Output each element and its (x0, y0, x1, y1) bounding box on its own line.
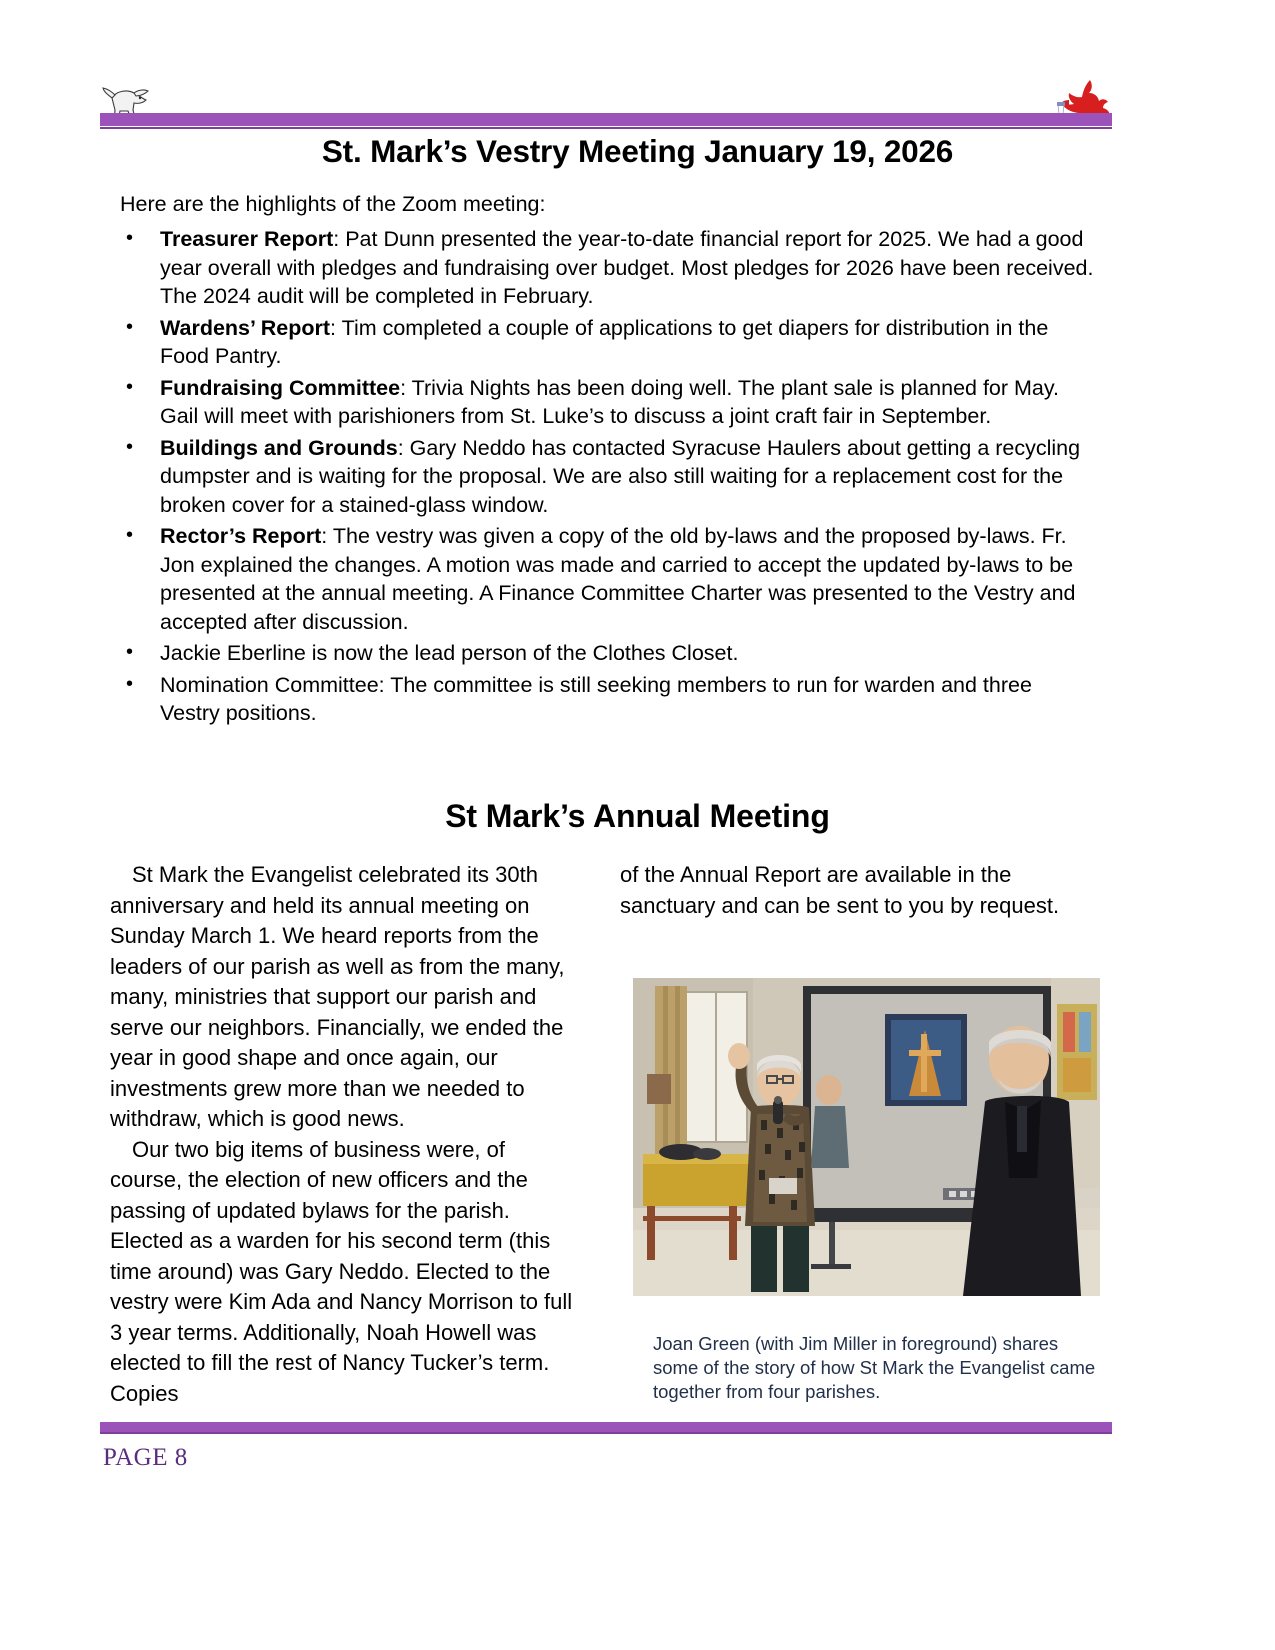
article-paragraph: Our two big items of business were, of course, the election of new officers and the passing of updated bylaws for the parish. Elected as a warden for his second term (this time around) was Gary Neddo. Elected to the vestry were Kim Ada and Nancy Morrison to full 3 year terms. Additionally, Noah Howell was elected to fill the rest of Nancy Tucker’s term. Copies (110, 1136, 573, 1406)
list-item-separator: : (330, 315, 342, 340)
list-item-label: Buildings and Grounds (160, 435, 398, 460)
section-title-annual-meeting: St Mark’s Annual Meeting (445, 798, 830, 834)
list-item-label: Wardens’ Report (160, 315, 331, 340)
header-rule-accent (100, 127, 1112, 129)
list-item-separator: : (397, 435, 410, 460)
list-item (120, 314, 1095, 371)
list-item-separator: : (333, 227, 346, 251)
list-item-body (160, 374, 1095, 431)
intro-text: Here are the highlights of the Zoom meeting: (120, 192, 546, 216)
list-item (120, 639, 1095, 668)
footer-rule-accent (100, 1432, 1112, 1434)
list-item-body (160, 639, 1095, 668)
list-item-label: Treasurer Report (160, 227, 334, 251)
list-item-body (160, 671, 1095, 728)
list-item (120, 434, 1095, 520)
page-number: PAGE 8 (103, 1444, 188, 1471)
list-item (120, 225, 1095, 311)
photo-caption: Joan Green (with Jim Miller in foreground) shares some of the story of how St Mark the Evangelist came together from four parishes. (653, 1333, 1096, 1402)
header-rule (100, 113, 1112, 126)
article-paragraph: St Mark the Evangelist celebrated its 30th anniversary and held its annual meeting on Sunday March 1. We heard reports from the leaders of our parish as well as from the many, many, ministries that support our parish and serve our neighbors. Financially, we ended the year in good shape and once again, our investments grew more than we needed to withdraw, which is good news. (110, 862, 565, 1131)
list-item-text: The vestry was given a copy of the old by-laws and the proposed by-laws. Fr. Jon explained the changes. A motion was made and carried to accept the updated by-laws to be presented at the annual meeting. A Finance Committee Charter was presented to the Vestry and accepted after discussion. (160, 524, 1076, 634)
annual-meeting-photo (633, 978, 1100, 1296)
article-paragraph: of the Annual Report are available in the sanctuary and can be sent to you by request. (620, 862, 1060, 918)
article-column-left (110, 860, 580, 1409)
list-item-text: Tim completed a couple of applications to get diapers for distribution in the Food Pantry. (160, 315, 1049, 368)
bullet-icon: • (126, 435, 134, 458)
bullet-icon: • (126, 672, 134, 695)
list-item (120, 374, 1095, 431)
list-item-label: Rector’s Report (160, 524, 322, 548)
list-item-text: Nomination Committee: The committee is still seeking members to run for warden and three Vestry positions. (160, 672, 1032, 725)
list-item-body (160, 314, 1095, 371)
list-item-separator: : (321, 524, 333, 548)
bullet-icon: • (126, 641, 134, 663)
bullet-icon: • (126, 524, 134, 546)
bullet-icon: • (126, 227, 134, 249)
list-item-body (160, 522, 1095, 636)
list-item (120, 522, 1095, 636)
list-item-text: Pat Dunn presented the year-to-date financial report for 2025. We had a good year overall with pledges and fundraising over budget. Most pledges for 2026 have been received. The 2024 audit will be completed in February. (160, 227, 1094, 308)
list-item-body (160, 225, 1095, 311)
bullet-icon: • (126, 315, 134, 338)
list-item-text: Trivia Nights has been doing well. The plant sale is planned for May. Gail will meet with parishioners from St. Luke’s to discuss a joint craft fair in September. (160, 375, 1060, 428)
vestry-highlights-list (120, 225, 1095, 731)
list-item-label: Fundraising Committee (160, 375, 401, 400)
footer-rule (100, 1422, 1112, 1432)
article-column-right (620, 860, 1090, 921)
list-item-text: Jackie Eberline is now the lead person of the Clothes Closet. (160, 641, 739, 665)
bullet-icon: • (126, 375, 134, 398)
list-item-separator: : (400, 375, 412, 400)
list-item (120, 671, 1095, 728)
list-item-body (160, 434, 1095, 520)
list-item-text: Gary Neddo has contacted Syracuse Haulers about getting a recycling dumpster and is waiting for the proposal. We are also still waiting for a replacement cost for the broken cover for a stained-glass window. (160, 435, 1081, 517)
page-title: St. Mark’s Vestry Meeting January 19, 2026 (321, 133, 954, 169)
